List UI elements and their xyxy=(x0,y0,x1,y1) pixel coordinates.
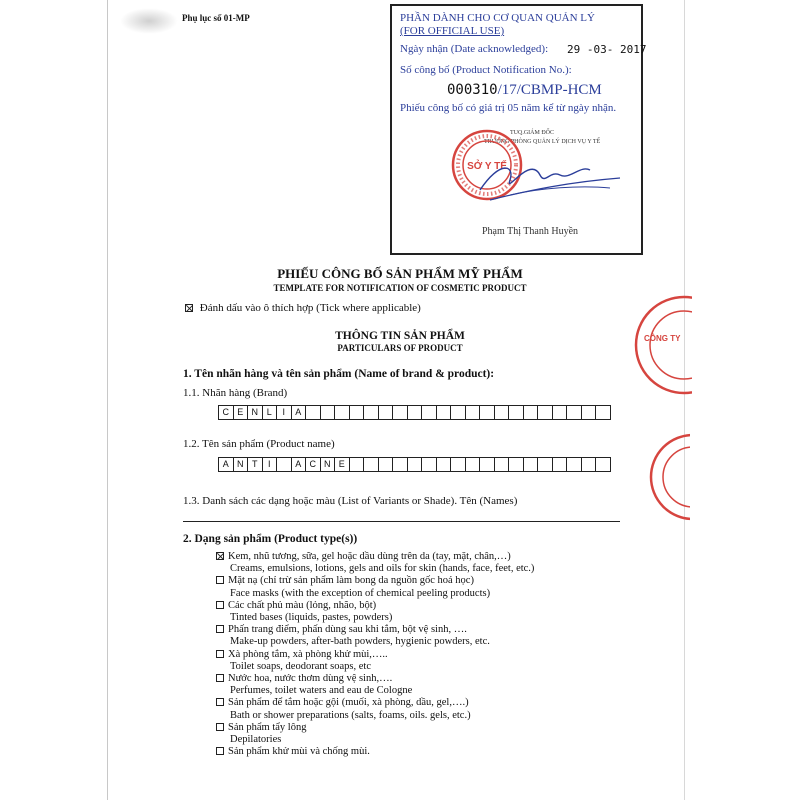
product-type-checkbox[interactable] xyxy=(216,723,224,731)
char-cell[interactable] xyxy=(553,457,568,472)
char-cell[interactable] xyxy=(495,457,510,472)
product-type-vi xyxy=(216,722,636,734)
product-type-list xyxy=(216,551,636,758)
date-acknowledged-value: 29 -03- 2017 xyxy=(567,43,647,56)
char-cell[interactable] xyxy=(364,457,379,472)
char-cell[interactable] xyxy=(538,405,553,420)
char-cell[interactable] xyxy=(321,405,336,420)
char-cell[interactable]: E xyxy=(234,405,249,420)
signature-image xyxy=(470,150,630,210)
char-cell[interactable]: N xyxy=(248,405,263,420)
notification-number-suffix: /17/CBMP-HCM xyxy=(497,82,602,98)
char-cell[interactable] xyxy=(379,405,394,420)
char-cell[interactable] xyxy=(408,457,423,472)
product-type-checkbox[interactable] xyxy=(216,747,224,755)
particulars-title: THÔNG TIN SẢN PHẨM xyxy=(335,330,465,342)
product-type-vi-text: Sản phẩm tẩy lông xyxy=(228,721,307,733)
product-type-en: Bath or shower preparations (salts, foams, oils. gels, etc.) xyxy=(230,709,471,721)
product-type-vi xyxy=(216,624,636,636)
product-type-vi-text: Mặt nạ (chỉ trừ sản phẩm làm bong da nguồn gốc hoá học) xyxy=(228,575,474,587)
section-1-heading: 1. Tên nhãn hàng và tên sản phẩm (Name of brand & product): xyxy=(183,368,495,380)
product-type-item xyxy=(216,575,636,599)
tick-instruction xyxy=(185,302,421,314)
department-line: TRƯỞNG PHÒNG QUẢN LÝ DỊCH VỤ Y TẾ xyxy=(484,139,601,145)
product-type-vi xyxy=(216,600,636,612)
char-cell[interactable] xyxy=(437,405,452,420)
company-seal-bottom xyxy=(645,432,690,522)
product-type-vi-text: Phấn trang điểm, phấn dùng sau khi tắm, bột vệ sinh, …. xyxy=(228,624,467,636)
brand-name-grid[interactable] xyxy=(218,405,611,420)
product-type-vi-text: Nước hoa, nước thơm dùng vệ sinh,…. xyxy=(228,673,393,685)
char-cell[interactable] xyxy=(364,405,379,420)
product-type-vi-text: Các chất phủ màu (lỏng, nhão, bột) xyxy=(228,599,377,611)
char-cell[interactable] xyxy=(451,405,466,420)
product-type-en: Creams, emulsions, lotions, gels and oils for skin (hands, face, feet, etc.) xyxy=(230,563,535,575)
product-type-item xyxy=(216,600,636,624)
document-title-en: TEMPLATE FOR NOTIFICATION OF COSMETIC PRODUCT xyxy=(273,283,527,293)
char-cell[interactable] xyxy=(582,457,597,472)
product-type-vi xyxy=(216,649,636,661)
page-edge xyxy=(107,0,108,800)
char-cell[interactable] xyxy=(393,405,408,420)
product-type-item xyxy=(216,624,636,648)
director-line: TUQ.GIÁM ĐỐC xyxy=(510,130,554,136)
product-type-checkbox[interactable] xyxy=(216,552,224,560)
particulars-title-en: PARTICULARS OF PRODUCT xyxy=(337,343,463,353)
char-cell[interactable] xyxy=(524,457,539,472)
char-cell[interactable] xyxy=(582,405,597,420)
char-cell[interactable] xyxy=(335,405,350,420)
char-cell[interactable] xyxy=(538,457,553,472)
char-cell[interactable]: L xyxy=(263,405,278,420)
product-type-item xyxy=(216,673,636,697)
product-type-item xyxy=(216,551,636,575)
variants-line xyxy=(183,521,620,522)
page-edge xyxy=(684,0,685,800)
char-cell[interactable]: N xyxy=(321,457,336,472)
product-type-item xyxy=(216,722,636,746)
company-seal-text: CÔNG TY xyxy=(644,334,681,343)
char-cell[interactable]: C xyxy=(306,457,321,472)
tick-instruction-text: Đánh dấu vào ô thích hợp (Tick where applicable) xyxy=(199,302,421,314)
char-cell[interactable] xyxy=(596,405,611,420)
char-cell[interactable] xyxy=(393,457,408,472)
char-cell[interactable]: N xyxy=(234,457,249,472)
char-cell[interactable] xyxy=(422,405,437,420)
scan-smudge xyxy=(120,8,178,34)
notification-number-value: 000310 xyxy=(447,82,498,98)
char-cell[interactable] xyxy=(466,405,481,420)
product-type-checkbox[interactable] xyxy=(216,674,224,682)
product-type-vi-text: Sản phẩm để tắm hoặc gội (muối, xà phòng, dầu, gel,….) xyxy=(228,697,469,709)
product-type-vi xyxy=(216,746,636,758)
char-cell[interactable]: I xyxy=(277,405,292,420)
char-cell[interactable]: C xyxy=(219,405,234,420)
product-type-en: Perfumes, toilet waters and eau de Cologne xyxy=(230,685,413,697)
product-type-vi-text: Xà phòng tắm, xà phòng khử mùi,….. xyxy=(228,648,388,660)
product-type-checkbox[interactable] xyxy=(216,625,224,633)
variants-label: 1.3. Danh sách các dạng hoặc màu (List of Variants or Shade). Tên (Names) xyxy=(183,495,518,507)
product-type-checkbox[interactable] xyxy=(216,698,224,706)
example-checkbox xyxy=(185,304,193,312)
product-type-en: Depilatories xyxy=(230,734,282,746)
char-cell[interactable]: E xyxy=(335,457,350,472)
char-cell[interactable] xyxy=(437,457,452,472)
official-title: PHẦN DÀNH CHO CƠ QUAN QUẢN LÝ xyxy=(400,12,595,24)
product-type-checkbox[interactable] xyxy=(216,601,224,609)
date-acknowledged-label: Ngày nhận (Date acknowledged): xyxy=(400,43,549,55)
official-subtitle: (FOR OFFICIAL USE) xyxy=(400,25,505,37)
char-cell[interactable] xyxy=(466,457,481,472)
product-type-en: Tinted bases (liquids, pastes, powders) xyxy=(230,612,393,624)
char-cell[interactable] xyxy=(524,405,539,420)
char-cell[interactable] xyxy=(480,405,495,420)
char-cell[interactable] xyxy=(509,457,524,472)
brand-label: 1.1. Nhãn hàng (Brand) xyxy=(183,387,288,399)
char-cell[interactable] xyxy=(495,405,510,420)
product-type-vi-text: Kem, nhũ tương, sữa, gel hoặc dầu dùng trên da (tay, mặt, chân,…) xyxy=(228,551,511,562)
notification-number xyxy=(447,82,602,99)
annex-label: Phụ lục số 01-MP xyxy=(182,13,250,23)
document-title: PHIẾU CÔNG BỐ SẢN PHẨM MỸ PHẨM xyxy=(277,266,523,281)
char-cell[interactable] xyxy=(306,405,321,420)
char-cell[interactable] xyxy=(567,457,582,472)
product-type-checkbox[interactable] xyxy=(216,650,224,658)
char-cell[interactable]: A xyxy=(219,457,234,472)
char-cell[interactable] xyxy=(350,457,365,472)
signer-name: Phạm Thị Thanh Huyền xyxy=(482,226,579,237)
char-cell[interactable] xyxy=(596,457,611,472)
product-name-grid[interactable] xyxy=(218,457,611,472)
char-cell[interactable]: A xyxy=(292,457,307,472)
product-type-vi xyxy=(216,697,636,709)
notification-number-label: Số công bố (Product Notification No.): xyxy=(400,64,572,76)
char-cell[interactable] xyxy=(277,457,292,472)
product-type-vi xyxy=(216,551,636,563)
char-cell[interactable]: A xyxy=(292,405,307,420)
product-type-en: Face masks (with the exception of chemical peeling products) xyxy=(230,587,491,599)
char-cell[interactable] xyxy=(480,457,495,472)
seal-text: SỞ Y TẾ xyxy=(467,161,507,172)
char-cell[interactable] xyxy=(379,457,394,472)
product-type-vi xyxy=(216,575,636,587)
product-type-checkbox[interactable] xyxy=(216,576,224,584)
char-cell[interactable] xyxy=(350,405,365,420)
char-cell[interactable] xyxy=(567,405,582,420)
product-name-label: 1.2. Tên sản phẩm (Product name) xyxy=(183,438,335,450)
product-type-en: Toilet soaps, deodorant soaps, etc xyxy=(230,660,371,672)
product-type-item xyxy=(216,746,636,758)
product-type-en: Make-up powders, after-bath powders, hygienic powders, etc. xyxy=(230,636,490,648)
char-cell[interactable] xyxy=(553,405,568,420)
char-cell[interactable] xyxy=(451,457,466,472)
product-type-item xyxy=(216,649,636,673)
char-cell[interactable] xyxy=(408,405,423,420)
product-type-vi xyxy=(216,673,636,685)
product-type-vi-text: Sản phẩm khử mùi và chống mùi. xyxy=(228,746,370,758)
char-cell[interactable] xyxy=(509,405,524,420)
char-cell[interactable] xyxy=(422,457,437,472)
product-type-item xyxy=(216,697,636,721)
char-cell[interactable]: T xyxy=(248,457,263,472)
section-2-heading: 2. Dạng sản phẩm (Product type(s)) xyxy=(183,533,358,545)
validity-note: Phiếu công bố có giá trị 05 năm kể từ ngày nhận. xyxy=(400,102,617,114)
char-cell[interactable]: I xyxy=(263,457,278,472)
